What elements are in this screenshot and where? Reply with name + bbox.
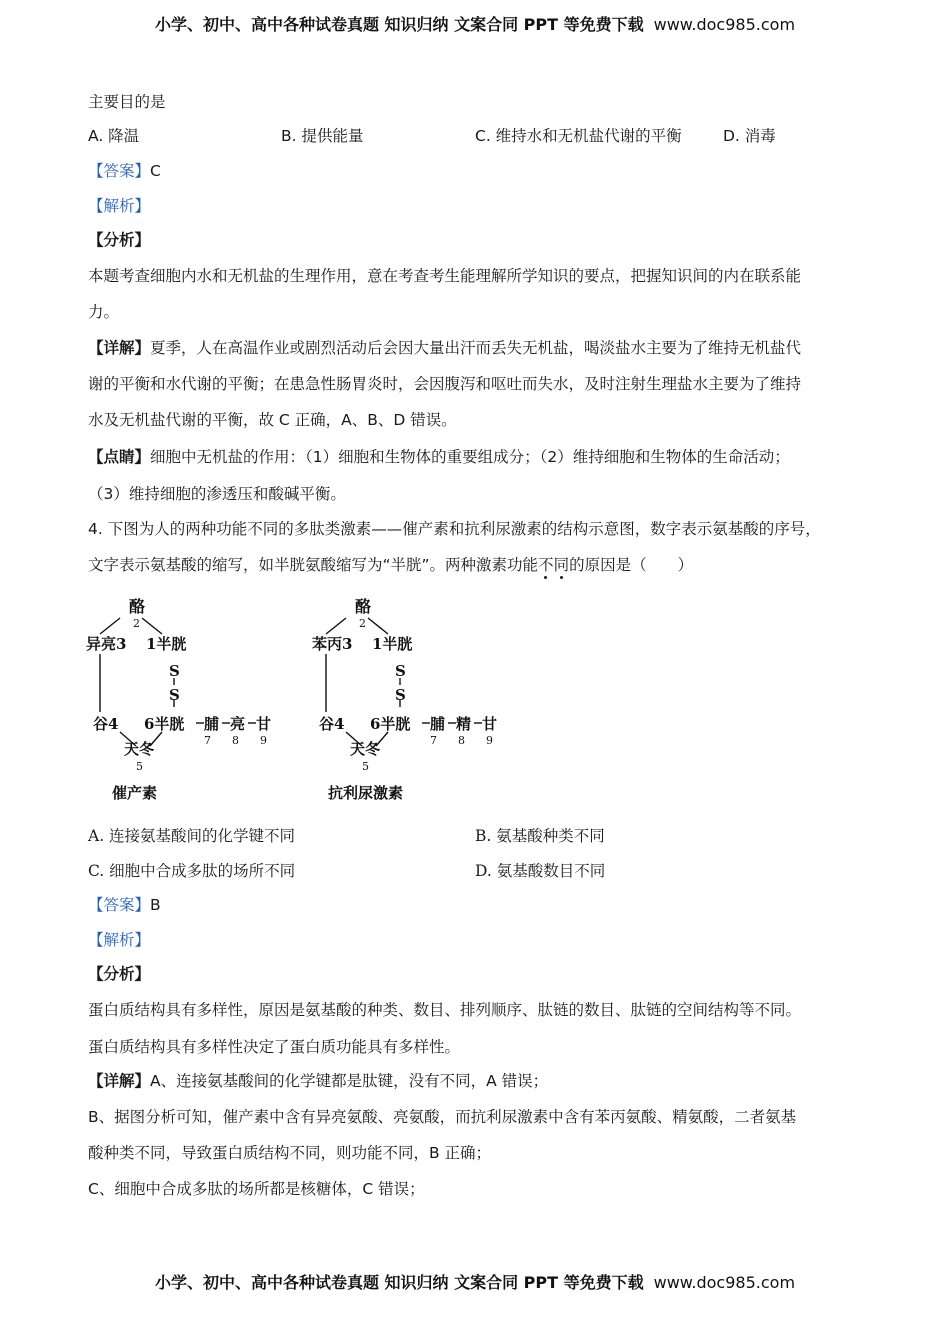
answer-value: C (150, 162, 161, 180)
vasopressin-sulfur-1: S (395, 662, 406, 680)
xiangjie-text: A、连接氨基酸间的化学键都是肽键，没有不同，A 错误； (150, 1072, 549, 1090)
stem-text-a: 文字表示氨基酸的缩写，如半胱氨酸缩写为“半胱”。两种激素功能 (88, 556, 539, 574)
q4-stem-line-2 (88, 555, 693, 575)
oxytocin-aa-9: 甘 (256, 715, 272, 733)
emphasis-char: 同 (553, 556, 570, 574)
q3-option-b: B. 提供能量 (281, 127, 364, 145)
q4-option-c: C. 细胞中合成多肽的场所不同 (88, 862, 296, 880)
oxytocin-structure (86, 597, 271, 802)
vasopressin-num-9: 9 (486, 734, 493, 747)
q4-option-d: D. 氨基酸数目不同 (475, 862, 606, 880)
oxytocin-aa-5: 天冬 (124, 740, 155, 758)
q4-option-a: A. 连接氨基酸间的化学键不同 (88, 827, 296, 845)
dianjing-text: 细胞中无机盐的作用：（1）细胞和生物体的重要组成分；（2）维持细胞和生物体的生命活动； (150, 448, 790, 466)
q3-option-c: C. 维持水和无机盐代谢的平衡 (475, 127, 682, 145)
vasopressin-structure (312, 597, 497, 802)
oxytocin-sulfur-1: S (169, 662, 180, 680)
q3-dianjing-line-1 (88, 447, 790, 467)
vasopressin-aa-6: 6半胱 (370, 715, 411, 733)
q4-answer (88, 895, 161, 915)
vasopressin-aa-7: 脯 (430, 715, 446, 733)
oxytocin-sulfur-2: S (169, 686, 180, 704)
banner-url[interactable]: www.doc985.com (653, 1273, 796, 1292)
oxytocin-aa-8: 亮 (230, 715, 246, 733)
answer-tag: 【答案】 (88, 896, 151, 914)
vasopressin-aa-3: 苯丙3 (312, 635, 353, 653)
vasopressin-num-7: 7 (430, 734, 437, 747)
q3-xiangjie-line-1 (88, 338, 801, 358)
vasopressin-caption: 抗利尿激素 (328, 784, 404, 802)
oxytocin-aa-4: 谷4 (93, 715, 119, 733)
bottom-banner (0, 1270, 950, 1293)
q4-fenxi-line-1: 蛋白质结构具有多样性，原因是氨基酸的种类、数目、排列顺序、肽链的数目、肽链的空间结构等不同。 (88, 1001, 802, 1019)
q4-xiangjie-line-3: 酸种类不同，导致蛋白质结构不同，则功能不同，B 正确； (88, 1144, 492, 1162)
oxytocin-num-7: 7 (204, 734, 211, 747)
answer-tag: 【答案】 (88, 162, 151, 180)
oxytocin-num-2: 2 (133, 617, 140, 630)
q3-fenxi-line-2: 力。 (88, 303, 120, 321)
vasopressin-aa-9: 甘 (482, 715, 498, 733)
oxytocin-aa-6: 6半胱 (144, 715, 185, 733)
emphasis-char: 不 (538, 556, 554, 574)
q3-option-a: A. 降温 (88, 127, 140, 145)
hormone-structure-diagram (80, 594, 520, 814)
stem-text-b: 的原因是（ ） (569, 556, 694, 574)
oxytocin-num-8: 8 (232, 734, 239, 747)
xiangjie-tag: 【详解】 (88, 339, 151, 357)
oxytocin-caption: 催产素 (112, 784, 158, 802)
q4-xiangjie-line-1 (88, 1071, 548, 1091)
q4-fenxi-tag: 【分析】 (88, 965, 151, 983)
q3-stem-tail: 主要目的是 (88, 93, 166, 111)
banner-text: 小学、初中、高中各种试卷真题 知识归纳 文案合同 PPT 等免费下载 (154, 1273, 644, 1292)
vasopressin-num-2: 2 (359, 617, 366, 630)
q3-xiangjie-line-3: 水及无机盐代谢的平衡，故 C 正确，A、B、D 错误。 (88, 411, 457, 429)
dianjing-tag: 【点睛】 (88, 448, 151, 466)
q4-xiangjie-line-4: C、细胞中合成多肽的场所都是核糖体，C 错误； (88, 1180, 425, 1198)
banner-text: 小学、初中、高中各种试卷真题 知识归纳 文案合同 PPT 等免费下载 (154, 15, 644, 34)
q3-answer (88, 161, 161, 181)
q4-analysis-tag: 【解析】 (88, 931, 151, 949)
vasopressin-num-5: 5 (362, 760, 369, 773)
banner-url[interactable]: www.doc985.com (653, 15, 796, 34)
q3-dianjing-line-2: （3）维持细胞的渗透压和酸碱平衡。 (88, 485, 346, 503)
answer-value: B (150, 896, 161, 914)
q3-xiangjie-line-2: 谢的平衡和水代谢的平衡；在患急性肠胃炎时，会因腹泻和呕吐而失水，及时注射生理盐水主要为了维持 (88, 375, 802, 393)
vasopressin-aa-2: 酪 (355, 597, 372, 616)
vasopressin-sulfur-2: S (395, 686, 406, 704)
q4-xiangjie-line-2: B、据图分析可知，催产素中含有异亮氨酸、亮氨酸，而抗利尿激素中含有苯丙氨酸、精氨酸，二者氨基 (88, 1108, 797, 1126)
q3-analysis-tag: 【解析】 (88, 197, 151, 215)
xiangjie-tag: 【详解】 (88, 1072, 151, 1090)
oxytocin-aa-3: 异亮3 (86, 635, 127, 653)
oxytocin-aa-7: 脯 (204, 715, 220, 733)
xiangjie-text: 夏季，人在高温作业或剧烈活动后会因大量出汗而丢失无机盐，喝淡盐水主要为了维持无机盐代 (150, 339, 802, 357)
q4-option-b: B. 氨基酸种类不同 (475, 827, 605, 845)
vasopressin-aa-8: 精 (456, 715, 472, 733)
vasopressin-aa-5: 天冬 (350, 740, 381, 758)
vasopressin-aa-4: 谷4 (319, 715, 345, 733)
q3-option-d: D. 消毒 (723, 127, 776, 145)
q4-fenxi-line-2: 蛋白质结构具有多样性决定了蛋白质功能具有多样性。 (88, 1038, 461, 1056)
vasopressin-aa-1: 1半胱 (372, 635, 413, 653)
q3-fenxi-line-1: 本题考查细胞内水和无机盐的生理作用，意在考查考生能理解所学知识的要点，把握知识间的内在联系能 (88, 267, 802, 285)
oxytocin-num-9: 9 (260, 734, 267, 747)
vasopressin-num-8: 8 (458, 734, 465, 747)
q4-stem-line-1: 4. 下图为人的两种功能不同的多肽类激素——催产素和抗利尿激素的结构示意图，数字表示氨基酸的序号， (88, 520, 821, 538)
oxytocin-aa-2: 酪 (129, 597, 146, 616)
q3-fenxi-tag: 【分析】 (88, 231, 151, 249)
oxytocin-aa-1: 1半胱 (146, 635, 187, 653)
top-banner (0, 12, 950, 35)
oxytocin-num-5: 5 (136, 760, 143, 773)
